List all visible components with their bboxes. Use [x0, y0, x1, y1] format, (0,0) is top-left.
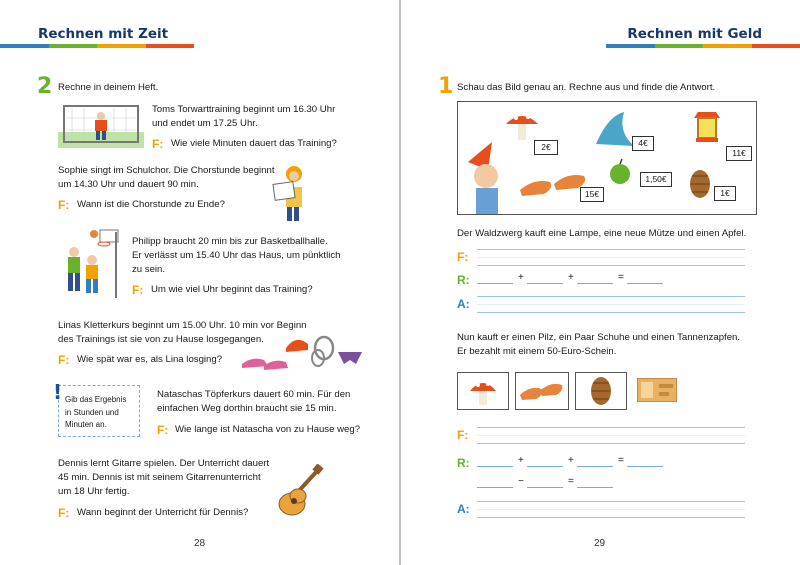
shop-picture — [457, 101, 757, 215]
task-text: Nataschas Töpferkurs dauert 60 min. Für den — [157, 389, 351, 400]
equals-sign: = — [618, 455, 624, 466]
plus-sign: + — [518, 455, 524, 466]
f-label: F: — [152, 137, 164, 151]
calc-blank[interactable] — [577, 273, 613, 284]
item-mushroom — [457, 372, 509, 410]
page-29 — [401, 0, 800, 565]
climbing-gear-illustration — [238, 330, 368, 372]
item-shoes — [515, 372, 569, 410]
page-28 — [0, 0, 399, 565]
pine-cone-icon — [576, 373, 626, 409]
question-text: Er bezahlt mit einem 50-Euro-Schein. — [457, 346, 617, 357]
header-stripe — [606, 44, 800, 48]
task-text: Er verlässt um 15.40 Uhr das Haus, um pünktlich — [132, 250, 341, 261]
calc-blank[interactable] — [527, 273, 563, 284]
price-tag-cone: 1€ — [714, 186, 736, 201]
f-label: F: — [157, 423, 169, 437]
plus-sign: + — [568, 272, 574, 283]
task-text: Dennis lernt Gitarre spielen. Der Unterricht dauert — [58, 458, 270, 469]
f-label: F: — [457, 250, 469, 264]
task-intro: Schau das Bild genau an. Rechne aus und finde die Antwort. — [457, 82, 716, 93]
question-text: Wann beginnt der Unterricht für Dennis? — [77, 507, 249, 518]
singer-girl-illustration — [272, 163, 312, 223]
price-tag-mushroom: 2€ — [534, 140, 558, 155]
calc-blank[interactable] — [477, 477, 513, 488]
minus-sign: − — [518, 476, 524, 487]
header-stripe — [0, 44, 194, 48]
task-text: 45 min. Dennis ist mit seinem Gitarrenunterricht — [58, 472, 261, 483]
tip-box — [53, 380, 140, 437]
f-label: F: — [457, 428, 469, 442]
calc-blank[interactable] — [477, 273, 513, 284]
equals-sign: = — [618, 272, 624, 283]
page-title: Rechnen mit Zeit — [38, 26, 169, 42]
answer-line-f[interactable] — [477, 427, 745, 444]
task-text: Philipp braucht 20 min bis zur Basketballhalle. — [132, 236, 328, 247]
r-label: R: — [457, 456, 470, 470]
answer-line-a[interactable] — [477, 501, 745, 518]
price-tag-shoes: 15€ — [580, 187, 604, 202]
price-tag-lamp: 11€ — [726, 146, 752, 161]
task-text: zu sein. — [132, 264, 166, 275]
plus-sign: + — [518, 272, 524, 283]
task-text: Sophie singt im Schulchor. Die Chorstunde beginnt — [58, 165, 275, 176]
a-label: A: — [457, 502, 470, 516]
task-text: und endet um 17.25 Uhr. — [152, 118, 258, 129]
basketball-illustration — [62, 226, 126, 300]
calc-blank[interactable] — [527, 456, 563, 467]
calc-blank[interactable] — [627, 273, 663, 284]
plus-sign: + — [568, 455, 574, 466]
task-number: 1 — [438, 74, 454, 99]
calc-blank[interactable] — [527, 477, 563, 488]
question-text: Der Waldzwerg kauft eine Lampe, eine neue Mütze und einen Apfel. — [457, 228, 747, 239]
page-number: 29 — [594, 538, 606, 549]
f-label: F: — [58, 506, 70, 520]
f-label: F: — [58, 353, 70, 367]
shoes-icon — [516, 373, 568, 409]
item-cone — [575, 372, 627, 410]
question-text: Wie viele Minuten dauert das Training? — [171, 138, 337, 149]
equals-sign: = — [568, 476, 574, 487]
mushroom-icon — [458, 373, 508, 409]
task-text: um 18 Uhr fertig. — [58, 486, 130, 497]
fifty-euro-note-icon — [637, 378, 677, 402]
exclamation-icon: ! — [53, 380, 63, 404]
task-number: 2 — [37, 74, 53, 99]
f-label: F: — [132, 283, 144, 297]
calc-blank[interactable] — [627, 456, 663, 467]
question-text: Wann ist die Chorstunde zu Ende? — [77, 199, 225, 210]
question-text: Um wie viel Uhr beginnt das Training? — [151, 284, 313, 295]
shop-items-illustration — [458, 102, 756, 214]
question-text: Wie lange ist Natascha von zu Hause weg? — [175, 424, 361, 435]
price-tag-apple: 1,50€ — [640, 172, 672, 187]
calc-blank[interactable] — [577, 477, 613, 488]
task-text: um 14.30 Uhr und dauert 90 min. — [58, 179, 199, 190]
task-text: Toms Torwarttraining beginnt um 16.30 Uhr — [152, 104, 336, 115]
page-title: Rechnen mit Geld — [627, 26, 762, 42]
answer-line-f[interactable] — [477, 249, 745, 266]
task-text: des Trainings ist sie von zu Hause losgegangen. — [58, 334, 264, 345]
guitar-illustration — [274, 464, 324, 520]
r-label: R: — [457, 273, 470, 287]
calc-blank[interactable] — [577, 456, 613, 467]
task-intro: Rechne in deinem Heft. — [58, 82, 159, 93]
answer-line-a[interactable] — [477, 296, 745, 313]
task-text: Linas Kletterkurs beginnt um 15.00 Uhr. 10 min vor Beginn — [58, 320, 307, 331]
question-text: Nun kauft er einen Pilz, ein Paar Schuhe und einen Tannenzapfen. — [457, 332, 741, 343]
a-label: A: — [457, 297, 470, 311]
calc-blank[interactable] — [477, 456, 513, 467]
goalkeeper-illustration — [58, 102, 144, 148]
f-label: F: — [58, 198, 70, 212]
task-text: einfachen Weg dorthin braucht sie 15 min. — [157, 403, 337, 414]
question-text: Wie spät war es, als Lina losging? — [77, 354, 223, 365]
price-tag-hat: 4€ — [632, 136, 654, 151]
tip-text: Gib das Ergebnis in Stunden und Minuten an. — [65, 395, 127, 429]
page-number: 28 — [194, 538, 206, 549]
